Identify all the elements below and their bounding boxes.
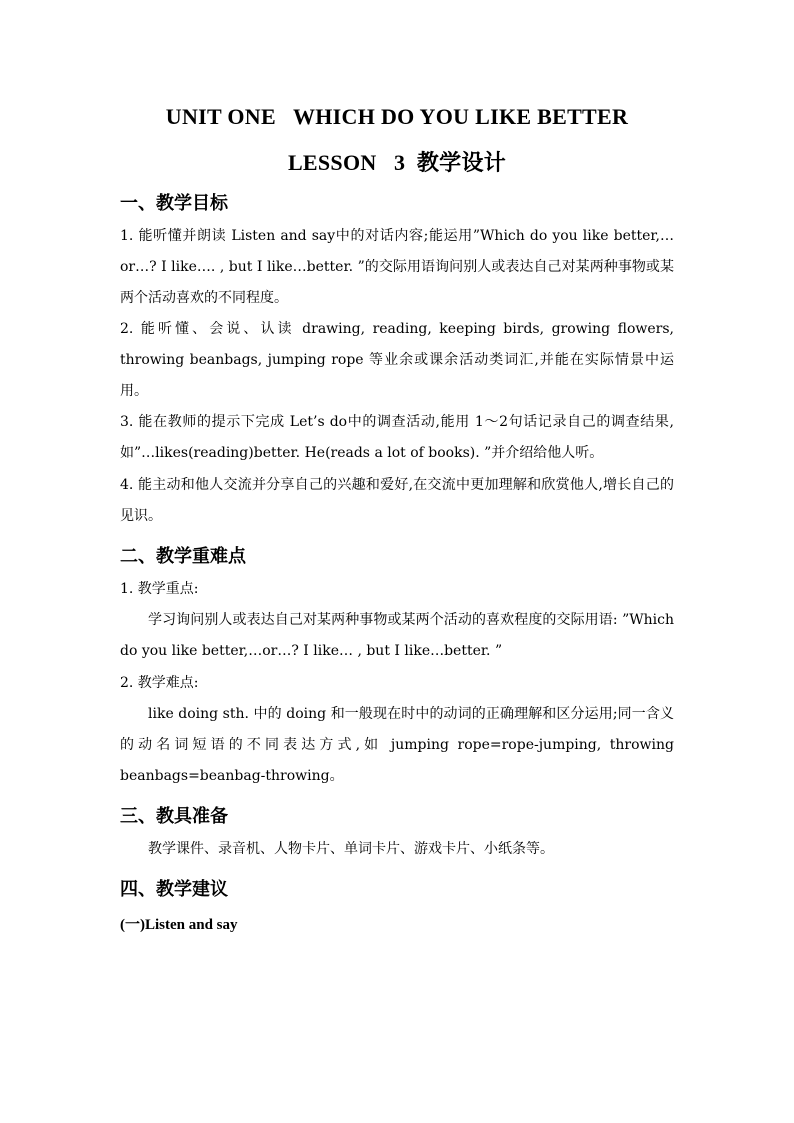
section-heading-suggestions: 四、教学建议	[120, 879, 228, 900]
section-heading-keypoints: 二、教学重难点	[120, 546, 246, 567]
materials-text: 教学课件、录音机、人物卡片、单词卡片、游戏卡片、小纸条等。	[148, 841, 554, 857]
objective-item-4: 4. 能主动和他人交流并分享自己的兴趣和爱好,在交流中更加理解和欣赏他人,增长自己的见识。	[120, 477, 674, 524]
objective-item-3: 3. 能在教师的提示下完成 Let’s do中的调查活动,能用 1～2句话记录自己的调查结果,如”…likes(reading)better. He(reads a lot of books). ”并介绍给他人听。	[120, 414, 674, 461]
document-title-line1: UNIT ONE WHICH DO YOU LIKE BETTER	[165, 104, 629, 129]
document-title-line2: LESSON 3 教学设计	[287, 150, 507, 175]
difficult-points-text: like doing sth. 中的 doing 和一般现在时中的动词的正确理解和区分运用;同一含义的动名词短语的不同表达方式,如 jumping rope=rope-jumping, throwing beanbags=beanbag-throwing。	[120, 706, 674, 784]
subsection-listen-and-say: (一)Listen and say	[120, 917, 238, 933]
section-heading-objectives: 一、教学目标	[120, 193, 228, 214]
objective-item-1: 1. 能听懂并朗读 Listen and say中的对话内容;能运用”Which do you like better,…or…? I like…. , but I like…better. ”的交际用语询问别人或表达自己对某两种事物或某两个活动喜欢的不同程度。	[120, 228, 674, 306]
key-points-text: 学习询问别人或表达自己对某两种事物或某两个活动的喜欢程度的交际用语: ”Which do you like better,…or…? I like… , but I like…better. ”	[120, 612, 674, 659]
difficult-points-label: 2. 教学难点:	[120, 675, 199, 691]
key-points-label: 1. 教学重点:	[120, 581, 199, 597]
section-heading-materials: 三、教具准备	[120, 806, 228, 827]
objective-item-2: 2. 能听懂、会说、认读 drawing, reading, keeping birds, growing flowers, throwing beanbags, jumping rope 等业余或课余活动类词汇,并能在实际情景中运用。	[120, 321, 674, 399]
